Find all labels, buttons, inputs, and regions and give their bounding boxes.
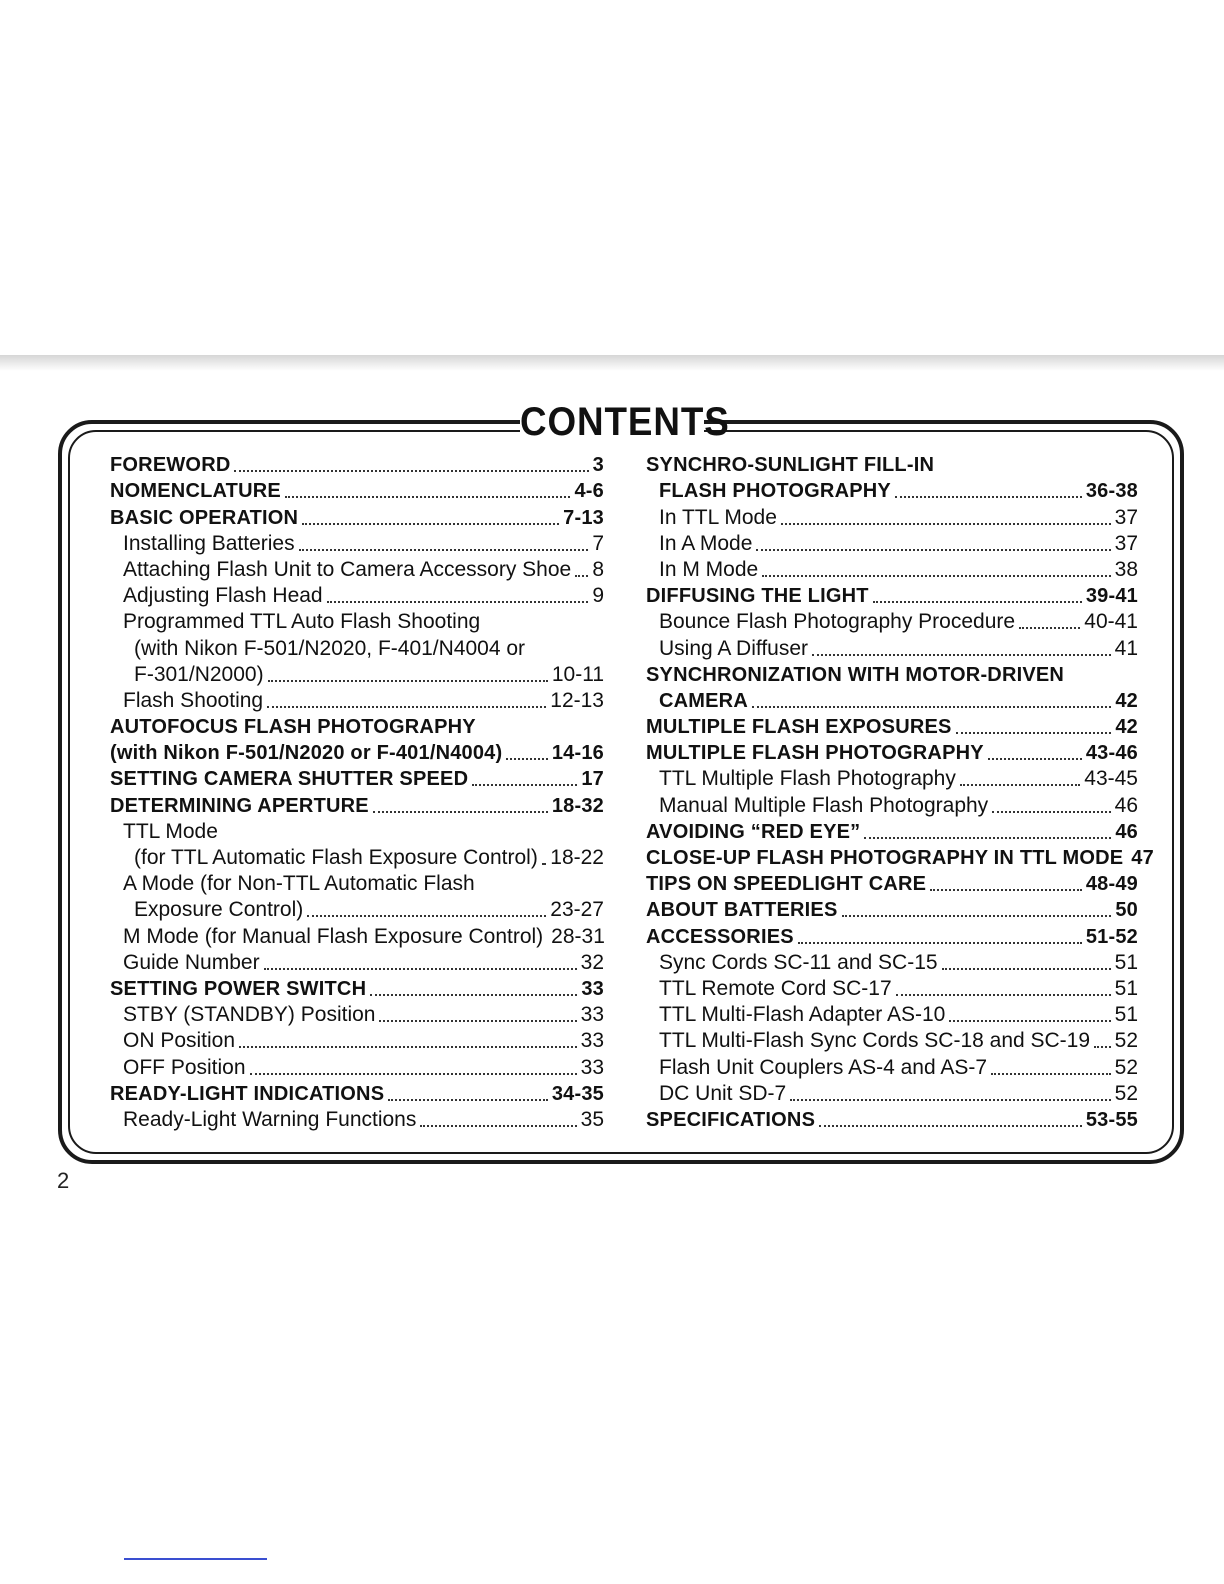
toc-entry[interactable]	[646, 923, 1138, 949]
toc-entry-page: 33	[580, 1055, 604, 1079]
toc-entry[interactable]	[646, 504, 1138, 530]
toc-leader-dots	[472, 783, 577, 786]
toc-entry-page: 28-31	[551, 924, 605, 948]
toc-entry-page: 32	[580, 950, 604, 974]
toc-leader-dots	[379, 1019, 576, 1022]
toc-left-column	[110, 452, 604, 1133]
toc-entry-title: Guide Number	[123, 950, 260, 974]
toc-leader-dots	[307, 914, 546, 917]
toc-entry-page: 52	[1114, 1081, 1138, 1105]
toc-entry[interactable]	[646, 1054, 1138, 1080]
toc-entry-page: 35	[580, 1107, 604, 1131]
toc-entry-page: 3	[592, 454, 604, 477]
toc-leader-dots	[812, 653, 1111, 656]
toc-leader-dots	[942, 967, 1111, 970]
toc-entry[interactable]	[646, 740, 1138, 766]
toc-entry[interactable]	[646, 531, 1138, 557]
toc-entry[interactable]	[646, 792, 1138, 818]
contents-title: CONTENTS	[520, 400, 730, 444]
toc-entry[interactable]	[110, 950, 604, 976]
toc-entry-page: 18-32	[551, 794, 604, 817]
toc-entry[interactable]	[646, 1002, 1138, 1028]
toc-entry-title: DIFFUSING THE LIGHT	[646, 585, 869, 608]
toc-entry-title: TTL Remote Cord SC-17	[659, 976, 892, 1000]
toc-entry-page: 9	[592, 584, 604, 608]
toc-entry-title: DETERMINING APERTURE	[110, 794, 369, 817]
toc-leader-dots	[370, 993, 577, 996]
toc-entry[interactable]	[646, 635, 1138, 661]
toc-entry-page: 33	[581, 977, 604, 1000]
scan-shadow	[0, 355, 1224, 371]
toc-entry-title: M Mode (for Manual Flash Exposure Control)	[123, 924, 544, 948]
toc-entry-title: BASIC OPERATION	[110, 506, 299, 529]
toc-entry-title: Manual Multiple Flash Photography	[659, 793, 989, 817]
toc-leader-dots	[239, 1045, 577, 1048]
toc-entry-title: Attaching Flash Unit to Camera Accessory Shoe	[123, 557, 572, 581]
toc-leader-dots	[299, 548, 589, 551]
toc-entry-title: SETTING POWER SWITCH	[110, 977, 367, 1000]
toc-entry[interactable]	[110, 662, 604, 688]
toc-entry[interactable]	[646, 609, 1138, 635]
toc-leader-dots	[790, 1098, 1110, 1101]
toc-leader-dots	[762, 574, 1110, 577]
toc-entry-page: 36-38	[1085, 480, 1138, 503]
toc-entry-title: READY-LIGHT INDICATIONS	[110, 1082, 385, 1105]
toc-leader-dots	[864, 836, 1111, 839]
toc-entry-title: Sync Cords SC-11 and SC-15	[659, 950, 938, 974]
toc-entry-title: FLASH PHOTOGRAPHY	[659, 480, 891, 503]
toc-leader-dots	[798, 941, 1082, 944]
toc-entry-page: 39-41	[1085, 585, 1138, 608]
toc-entry[interactable]	[110, 1081, 604, 1107]
toc-entry[interactable]	[646, 845, 1154, 871]
toc-entry-title: DC Unit SD-7	[659, 1081, 787, 1105]
toc-entry-title: ABOUT BATTERIES	[646, 899, 838, 922]
toc-entry-title: Ready-Light Warning Functions	[123, 1107, 417, 1131]
toc-entry-page: 8	[592, 557, 604, 581]
toc-entry-page: 48-49	[1085, 873, 1138, 896]
toc-entry[interactable]	[646, 1081, 1138, 1107]
toc-leader-dots	[575, 574, 588, 577]
toc-entry[interactable]	[110, 714, 604, 740]
toc-entry-title: Adjusting Flash Head	[123, 584, 323, 608]
toc-entry-title: AUTOFOCUS FLASH PHOTOGRAPHY	[110, 716, 476, 739]
toc-entry[interactable]	[646, 819, 1138, 845]
toc-entry[interactable]	[110, 923, 604, 949]
toc-leader-dots	[373, 810, 548, 813]
toc-entry-title: In M Mode	[659, 557, 759, 581]
toc-leader-dots	[542, 862, 546, 865]
toc-entry[interactable]	[110, 478, 604, 504]
toc-entry-title: (with Nikon F-501/N2020, F-401/N4004 or	[134, 636, 526, 660]
toc-entry[interactable]	[646, 688, 1138, 714]
toc-entry[interactable]	[110, 976, 604, 1002]
toc-entry[interactable]	[110, 452, 604, 478]
page-number: 2	[57, 1168, 70, 1193]
toc-entry-page: 51-52	[1085, 925, 1138, 948]
toc-entry[interactable]	[110, 504, 604, 530]
toc-leader-dots	[285, 495, 571, 498]
toc-entry[interactable]	[646, 714, 1138, 740]
toc-entry-title: Bounce Flash Photography Procedure	[659, 610, 1016, 634]
toc-leader-dots	[1094, 1045, 1111, 1048]
toc-entry[interactable]	[110, 1054, 604, 1080]
toc-leader-dots	[302, 522, 559, 525]
toc-entry[interactable]	[110, 609, 604, 635]
toc-entry-title: Using A Diffuser	[659, 636, 809, 660]
toc-leader-dots	[992, 810, 1110, 813]
toc-entry-title: TIPS ON SPEEDLIGHT CARE	[646, 873, 927, 896]
toc-entry-title: Exposure Control)	[134, 898, 304, 922]
toc-leader-dots	[1019, 626, 1080, 629]
toc-entry-page: 46	[1114, 793, 1138, 817]
toc-entry[interactable]	[110, 819, 604, 845]
toc-leader-dots	[327, 600, 589, 603]
toc-entry-title: F-301/N2000)	[134, 662, 264, 686]
toc-entry-page: 34-35	[551, 1082, 604, 1105]
toc-entry-page: 42	[1115, 716, 1138, 739]
toc-entry[interactable]	[110, 557, 604, 583]
toc-entry-page: 46	[1115, 820, 1138, 843]
toc-entry[interactable]	[110, 897, 604, 923]
toc-entry-title: ACCESSORIES	[646, 925, 794, 948]
toc-entry[interactable]	[646, 897, 1138, 923]
toc-entry-page: 33	[580, 1003, 604, 1027]
toc-entry-page: 47	[1131, 847, 1154, 869]
toc-entry-title: MULTIPLE FLASH PHOTOGRAPHY	[646, 742, 984, 765]
toc-entry-title: OFF Position	[123, 1055, 246, 1079]
toc-entry-page: 43-46	[1085, 742, 1138, 765]
toc-leader-dots	[988, 757, 1082, 760]
toc-entry[interactable]	[646, 1107, 1138, 1133]
toc-entry[interactable]	[110, 531, 604, 557]
toc-leader-dots	[506, 757, 547, 760]
toc-entry-page: 38	[1114, 557, 1138, 581]
toc-entry-page: 4-6	[574, 480, 604, 503]
toc-entry[interactable]	[646, 478, 1138, 504]
toc-entry[interactable]	[646, 452, 1138, 478]
toc-leader-dots	[930, 888, 1082, 891]
toc-entry[interactable]	[110, 766, 604, 792]
toc-entry-page: 52	[1114, 1029, 1138, 1053]
toc-entry-title: (for TTL Automatic Flash Exposure Control)	[134, 846, 538, 869]
toc-entry-page: 50	[1115, 899, 1138, 922]
toc-entry[interactable]	[110, 635, 604, 661]
toc-entry-page: 18-22	[550, 846, 604, 869]
toc-entry-title: CLOSE-UP FLASH PHOTOGRAPHY IN TTL MODE	[646, 847, 1124, 869]
toc-entry-title: Programmed TTL Auto Flash Shooting	[123, 610, 481, 634]
toc-entry-title: In A Mode	[659, 531, 753, 555]
toc-entry-page: 12-13	[550, 688, 604, 712]
toc-leader-dots	[960, 783, 1080, 786]
toc-entry-title: NOMENCLATURE	[110, 480, 281, 503]
toc-entry-title: SETTING CAMERA SHUTTER SPEED	[110, 768, 469, 791]
toc-entry[interactable]	[646, 1028, 1138, 1054]
toc-entry-page: 51	[1114, 976, 1138, 1000]
toc-leader-dots	[264, 967, 577, 970]
toc-entry-title: Flash Unit Couplers AS-4 and AS-7	[659, 1055, 988, 1079]
toc-entry-title: FOREWORD	[110, 454, 231, 477]
toc-leader-dots	[895, 495, 1082, 498]
toc-entry[interactable]	[646, 950, 1138, 976]
toc-entry-title: Installing Batteries	[123, 531, 295, 555]
toc-entry-page: 42	[1115, 689, 1138, 712]
toc-entry[interactable]	[646, 557, 1138, 583]
toc-entry[interactable]	[110, 583, 604, 609]
toc-entry-title: ON Position	[123, 1029, 236, 1053]
toc-entry[interactable]	[646, 871, 1138, 897]
toc-entry[interactable]	[110, 792, 604, 818]
toc-entry-page: 23-27	[550, 898, 604, 922]
toc-leader-dots	[956, 731, 1112, 734]
toc-entry[interactable]	[646, 583, 1138, 609]
toc-entry-page: 51	[1114, 950, 1138, 974]
toc-entry-title: AVOIDING “RED EYE”	[646, 820, 861, 843]
toc-entry-page: 37	[1114, 505, 1138, 529]
toc-entry-page: 40-41	[1084, 610, 1138, 634]
toc-entry[interactable]	[110, 740, 604, 766]
toc-leader-dots	[250, 1072, 577, 1075]
toc-entry-title: TTL Multi-Flash Sync Cords SC-18 and SC-19	[659, 1029, 1091, 1053]
toc-leader-dots	[420, 1124, 576, 1127]
toc-leader-dots	[896, 993, 1111, 996]
toc-leader-dots	[752, 705, 1111, 708]
toc-entry[interactable]	[110, 688, 604, 714]
toc-entry-title: STBY (STANDBY) Position	[123, 1003, 376, 1027]
toc-entry-title: (with Nikon F-501/N2020 or F-401/N4004)	[110, 742, 503, 765]
toc-leader-dots	[991, 1072, 1111, 1075]
toc-entry-page: 53-55	[1085, 1108, 1138, 1131]
toc-entry-title: A Mode (for Non-TTL Automatic Flash	[123, 872, 475, 896]
toc-entry-title: CAMERA	[659, 689, 748, 712]
toc-entry-title: Flash Shooting	[123, 688, 264, 712]
toc-entry-title: SYNCHRONIZATION WITH MOTOR-DRIVEN	[646, 663, 1065, 686]
toc-entry-title: TTL Multiple Flash Photography	[659, 767, 956, 791]
toc-entry[interactable]	[110, 1002, 604, 1028]
toc-entry-page: 33	[580, 1029, 604, 1053]
toc-entry[interactable]	[110, 1107, 604, 1133]
footer-line	[124, 1558, 267, 1560]
toc-leader-dots	[819, 1124, 1082, 1127]
toc-entry-page: 37	[1114, 531, 1138, 555]
toc-entry-page: 14-16	[551, 742, 604, 765]
toc-entry-page: 41	[1114, 636, 1138, 660]
toc-entry-page: 17	[581, 768, 604, 791]
toc-entry[interactable]	[110, 845, 604, 871]
toc-leader-dots	[756, 548, 1110, 551]
toc-leader-dots	[873, 600, 1082, 603]
toc-entry[interactable]	[646, 766, 1138, 792]
toc-leader-dots	[388, 1098, 548, 1101]
toc-entry[interactable]	[646, 662, 1138, 688]
toc-leader-dots	[781, 522, 1111, 525]
toc-right-column	[646, 452, 1154, 1133]
toc-leader-dots	[268, 679, 548, 682]
toc-leader-dots	[234, 469, 588, 472]
toc-entry[interactable]	[646, 976, 1138, 1002]
toc-entry-page: 7-13	[563, 506, 604, 529]
toc-entry-title: TTL Mode	[123, 819, 218, 843]
toc-entry-page: 51	[1114, 1003, 1138, 1027]
toc-entry-page: 10-11	[551, 662, 604, 686]
toc-entry-title: SYNCHRO-SUNLIGHT FILL-IN	[646, 454, 935, 477]
toc-leader-dots	[267, 705, 546, 708]
toc-entry[interactable]	[110, 1028, 604, 1054]
toc-leader-dots	[949, 1019, 1110, 1022]
toc-entry-page: 52	[1114, 1055, 1138, 1079]
toc-entry-page: 7	[592, 531, 604, 555]
toc-leader-dots	[842, 914, 1112, 917]
toc-entry-page: 43-45	[1084, 767, 1138, 791]
toc-entry-title: In TTL Mode	[659, 505, 777, 529]
toc-entry[interactable]	[110, 871, 604, 897]
toc-entry-title: TTL Multi-Flash Adapter AS-10	[659, 1003, 946, 1027]
toc-entry-title: MULTIPLE FLASH EXPOSURES	[646, 716, 952, 739]
toc-entry-title: SPECIFICATIONS	[646, 1108, 816, 1131]
